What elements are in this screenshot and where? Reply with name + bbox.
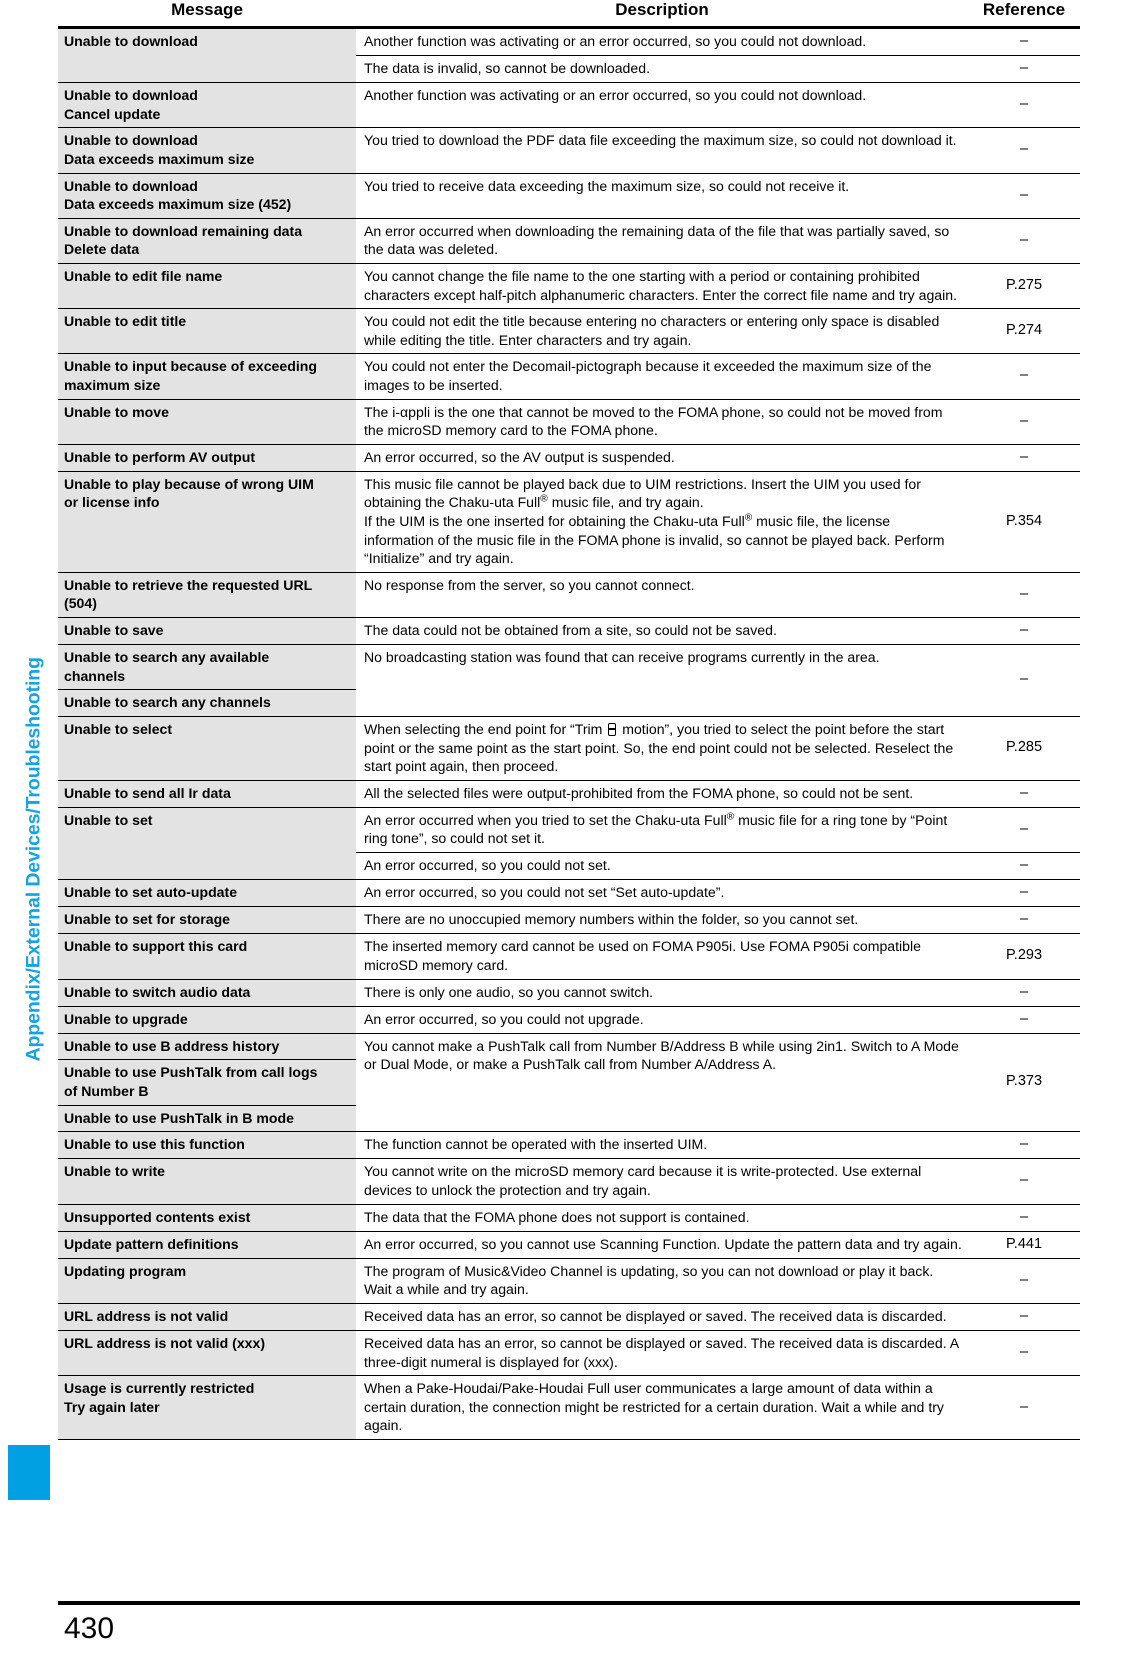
message-cell (58, 1006, 356, 1033)
message-cell (58, 1231, 356, 1258)
registered-trademark-mark: ® (726, 811, 735, 823)
reference-cell: – (968, 444, 1080, 471)
message-line: Unable to edit title (64, 313, 187, 330)
table-row (58, 645, 1080, 690)
message-cell (58, 264, 356, 309)
description-cell: The function cannot be operated with the inserted UIM. (356, 1132, 968, 1159)
reference-cell: – (968, 1258, 1080, 1303)
message-cell (58, 1105, 356, 1132)
description-cell: You cannot make a PushTalk call from Number B/Address B while using 2in1. Switch to A Mode or Dual Mode, or make a PushTalk call from Number A/Address A. (356, 1033, 968, 1131)
message-cell (58, 645, 356, 690)
message-cell (58, 907, 356, 934)
message-cell (58, 1331, 356, 1376)
message-line: Unable to download (64, 87, 198, 104)
message-cell (58, 716, 356, 780)
message-line: Data exceeds maximum size (64, 151, 255, 168)
message-line: of Number B (64, 1083, 149, 1100)
table-row (58, 1231, 1080, 1258)
table-row (58, 128, 1080, 173)
message-cell (58, 1303, 356, 1330)
description-cell: The inserted memory card cannot be used on FOMA P905i. Use FOMA P905i compatible microSD memory card. (356, 934, 968, 979)
message-line: Updating program (64, 1262, 187, 1279)
description-cell: An error occurred, so you could not upgrade. (356, 1006, 968, 1033)
table-row (58, 934, 1080, 979)
table-header (58, 0, 1080, 28)
reference-cell: – (968, 1132, 1080, 1159)
table-row (58, 28, 1080, 56)
message-cell (58, 690, 356, 717)
registered-trademark-mark: ® (744, 512, 753, 524)
message-cell (58, 354, 356, 399)
reference-cell: – (968, 1331, 1080, 1376)
message-line: Unsupported contents exist (64, 1208, 251, 1225)
message-line: (504) (64, 595, 97, 612)
table-row (58, 716, 1080, 780)
table-row (58, 1204, 1080, 1231)
message-line: Unable to move (64, 403, 169, 420)
message-cell (58, 399, 356, 444)
table-row (58, 399, 1080, 444)
reference-cell: – (968, 618, 1080, 645)
description-cell: You tried to download the PDF data file exceeding the maximum size, so could not download it. (356, 128, 968, 173)
sidebar-chapter-marker (8, 1445, 50, 1500)
message-line: Unable to send all Ir data (64, 784, 231, 801)
message-cell (58, 880, 356, 907)
message-cell (58, 807, 356, 879)
table-row (58, 907, 1080, 934)
description-cell: You tried to receive data exceeding the maximum size, so could not receive it. (356, 173, 968, 218)
message-cell (58, 1159, 356, 1204)
description-cell: You could not edit the title because entering no characters or entering only space is disabled while editing the title. Enter characters and try again. (356, 309, 968, 354)
table-row (58, 1376, 1080, 1440)
reference-cell: – (968, 218, 1080, 263)
description-cell: An error occurred, so you could not set “Set auto-update”. (356, 880, 968, 907)
message-line: Unable to save (64, 622, 164, 639)
reference-cell: – (968, 128, 1080, 173)
message-line: Unable to input because of exceeding (64, 358, 317, 375)
table-row (58, 1159, 1080, 1204)
table-row (58, 880, 1080, 907)
sidebar-chapter-tab (0, 0, 58, 1667)
message-line: Unable to search any available (64, 649, 270, 666)
reference-cell: – (968, 1303, 1080, 1330)
message-cell (58, 218, 356, 263)
reference-cell: – (968, 572, 1080, 617)
message-cell (58, 173, 356, 218)
message-line: Cancel update (64, 105, 161, 122)
page-content (58, 0, 1080, 1667)
message-line: Unable to use PushTalk in B mode (64, 1109, 294, 1126)
reference-cell: – (968, 880, 1080, 907)
reference-cell: P.275 (968, 264, 1080, 309)
table-row (58, 780, 1080, 807)
column-header-reference: Reference (982, 0, 1066, 19)
reference-cell: – (968, 173, 1080, 218)
message-cell (58, 28, 356, 83)
column-header-description: Description (615, 0, 709, 19)
message-cell (58, 979, 356, 1006)
table-row (58, 444, 1080, 471)
message-line: or license info (64, 494, 160, 511)
description-cell: Another function was activating or an error occurred, so you could not download. (356, 28, 968, 56)
table-row (58, 1303, 1080, 1330)
mobile-phone-icon (608, 723, 616, 736)
table-row (58, 471, 1080, 572)
reference-cell: – (968, 780, 1080, 807)
message-line: Usage is currently restricted (64, 1380, 255, 1397)
table-row (58, 354, 1080, 399)
table-row (58, 807, 1080, 852)
message-line: URL address is not valid (64, 1307, 229, 1324)
message-line: maximum size (64, 376, 161, 393)
description-cell: You cannot write on the microSD memory card because it is write-protected. Use external devices to unlock the protection and try again. (356, 1159, 968, 1204)
description-cell: The i-αppli is the one that cannot be moved to the FOMA phone, so could not be moved from the microSD memory card to the FOMA phone. (356, 399, 968, 444)
message-line: Unable to set (64, 811, 153, 828)
reference-cell: P.293 (968, 934, 1080, 979)
reference-cell: – (968, 1204, 1080, 1231)
message-line: channels (64, 667, 126, 684)
message-line: Unable to retrieve the requested URL (64, 576, 313, 593)
reference-cell: P.373 (968, 1033, 1080, 1131)
message-line: Unable to switch audio data (64, 983, 251, 1000)
message-cell (58, 572, 356, 617)
description-cell: The data could not be obtained from a site, so could not be saved. (356, 618, 968, 645)
message-cell (58, 1204, 356, 1231)
message-cell (58, 83, 356, 128)
description-cell: Another function was activating or an error occurred, so you could not download. (356, 83, 968, 128)
message-line: Unable to set auto-update (64, 884, 238, 901)
reference-cell: – (968, 853, 1080, 880)
description-cell: You cannot change the file name to the one starting with a period or containing prohibited characters except half-pitch alphanumeric characters. Enter the correct file name and try again. (356, 264, 968, 309)
description-cell: The data that the FOMA phone does not support is contained. (356, 1204, 968, 1231)
reference-cell: – (968, 1006, 1080, 1033)
reference-cell: – (968, 1376, 1080, 1440)
reference-cell: – (968, 83, 1080, 128)
page-number: 430 (64, 1612, 115, 1645)
table-row (58, 572, 1080, 617)
message-line: URL address is not valid (xxx) (64, 1335, 266, 1352)
message-cell (58, 1033, 356, 1060)
message-line: Unable to download (64, 177, 198, 194)
description-cell: When selecting the end point for “Trim motion”, you tried to select the point before the start point or the same point as the start point. So, the end point could not be selected. Reselect the start point again, then proceed. (356, 716, 968, 780)
message-cell (58, 780, 356, 807)
table-row (58, 309, 1080, 354)
message-line: Unable to use B address history (64, 1037, 280, 1054)
description-cell: There are no unoccupied memory numbers within the folder, so you cannot set. (356, 907, 968, 934)
message-cell (58, 1060, 356, 1105)
page-bottom-rule (58, 1601, 1080, 1605)
message-line: Unable to edit file name (64, 268, 223, 284)
table-row (58, 979, 1080, 1006)
description-cell: Received data has an error, so cannot be displayed or saved. The received data is discarded. A three-digit numeral is displayed for (xxx). (356, 1331, 968, 1376)
table-row (58, 1331, 1080, 1376)
message-line: Unable to download (64, 33, 198, 49)
reference-cell: – (968, 28, 1080, 56)
reference-cell: – (968, 807, 1080, 852)
description-cell: An error occurred when downloading the remaining data of the file that was partially saved, so the data was deleted. (356, 218, 968, 263)
description-cell: An error occurred, so you could not set. (356, 853, 968, 880)
reference-cell: – (968, 907, 1080, 934)
description-cell: All the selected files were output-prohibited from the FOMA phone, so could not be sent. (356, 780, 968, 807)
message-cell (58, 1258, 356, 1303)
table-body (58, 28, 1080, 1440)
table-row (58, 218, 1080, 263)
reference-cell: P.274 (968, 309, 1080, 354)
table-row (58, 173, 1080, 218)
message-line: Unable to support this card (64, 938, 248, 955)
message-cell (58, 618, 356, 645)
message-line: Unable to write (64, 1163, 166, 1180)
description-cell: You could not enter the Decomail-pictograph because it exceeded the maximum size of the images to be inserted. (356, 354, 968, 399)
message-line: Unable to download (64, 132, 198, 149)
message-line: Unable to select (64, 720, 173, 737)
message-cell (58, 309, 356, 354)
description-cell: No response from the server, so you cannot connect. (356, 572, 968, 617)
description-cell: An error occurred, so the AV output is suspended. (356, 444, 968, 471)
message-line: Data exceeds maximum size (452) (64, 196, 292, 213)
message-cell (58, 444, 356, 471)
message-line: Try again later (64, 1398, 160, 1415)
message-line: Unable to download remaining data (64, 222, 303, 239)
description-cell: Received data has an error, so cannot be displayed or saved. The received data is discarded. (356, 1303, 968, 1330)
message-line: Unable to use this function (64, 1136, 245, 1153)
description-cell: No broadcasting station was found that can receive programs currently in the area. (356, 645, 968, 717)
message-cell (58, 1132, 356, 1159)
message-cell (58, 1376, 356, 1440)
table-row (58, 1258, 1080, 1303)
reference-cell: – (968, 979, 1080, 1006)
message-line: Delete data (64, 241, 140, 258)
reference-cell: – (968, 354, 1080, 399)
message-line: Unable to use PushTalk from call logs (64, 1064, 318, 1081)
message-cell (58, 934, 356, 979)
reference-cell: P.441 (968, 1231, 1080, 1258)
table-row (58, 83, 1080, 128)
description-cell: This music file cannot be played back due to UIM restrictions. Insert the UIM you used for obtaining the Chaku-uta Full® music file, and try again. If the UIM is the one inserted for obtaining the Chaku-uta Full® music file, the license information of the music file in the FOMA phone is invalid, so cannot be played back. Perform “Initialize” and try again. (356, 471, 968, 572)
description-cell: The data is invalid, so cannot be downloaded. (356, 56, 968, 83)
reference-cell: P.354 (968, 471, 1080, 572)
message-line: Update pattern definitions (64, 1235, 239, 1252)
error-message-table (58, 0, 1080, 1440)
table-row (58, 1006, 1080, 1033)
message-line: Unable to play because of wrong UIM (64, 475, 314, 492)
reference-cell: – (968, 399, 1080, 444)
description-cell: The program of Music&Video Channel is updating, so you can not download or play it back. Wait a while and try again. (356, 1258, 968, 1303)
table-row (58, 1132, 1080, 1159)
column-header-message: Message (171, 0, 243, 19)
reference-cell: – (968, 56, 1080, 83)
reference-cell: – (968, 1159, 1080, 1204)
registered-trademark-mark: ® (540, 493, 548, 505)
description-cell: There is only one audio, so you cannot switch. (356, 979, 968, 1006)
description-cell: An error occurred when you tried to set the Chaku-uta Full® music file for a ring tone by “Point ring tone”, so could not set it. (356, 807, 968, 852)
description-cell: An error occurred, so you cannot use Scanning Function. Update the pattern data and try again. (356, 1231, 968, 1258)
message-line: Unable to upgrade (64, 1010, 188, 1027)
table-row (58, 1033, 1080, 1060)
message-line: Unable to perform AV output (64, 448, 256, 465)
message-cell (58, 128, 356, 173)
message-line: Unable to search any channels (64, 694, 271, 711)
message-cell (58, 471, 356, 572)
reference-cell: P.285 (968, 716, 1080, 780)
message-line: Unable to set for storage (64, 911, 231, 928)
table-row (58, 618, 1080, 645)
reference-cell: – (968, 645, 1080, 717)
sidebar-chapter-label: Appendix/External Devices/Troubleshooting (22, 657, 45, 1062)
description-cell: When a Pake-Houdai/Pake-Houdai Full user communicates a large amount of data within a certain duration, the connection might be restricted for a certain duration. Wait a while and try again. (356, 1376, 968, 1440)
table-row (58, 264, 1080, 309)
